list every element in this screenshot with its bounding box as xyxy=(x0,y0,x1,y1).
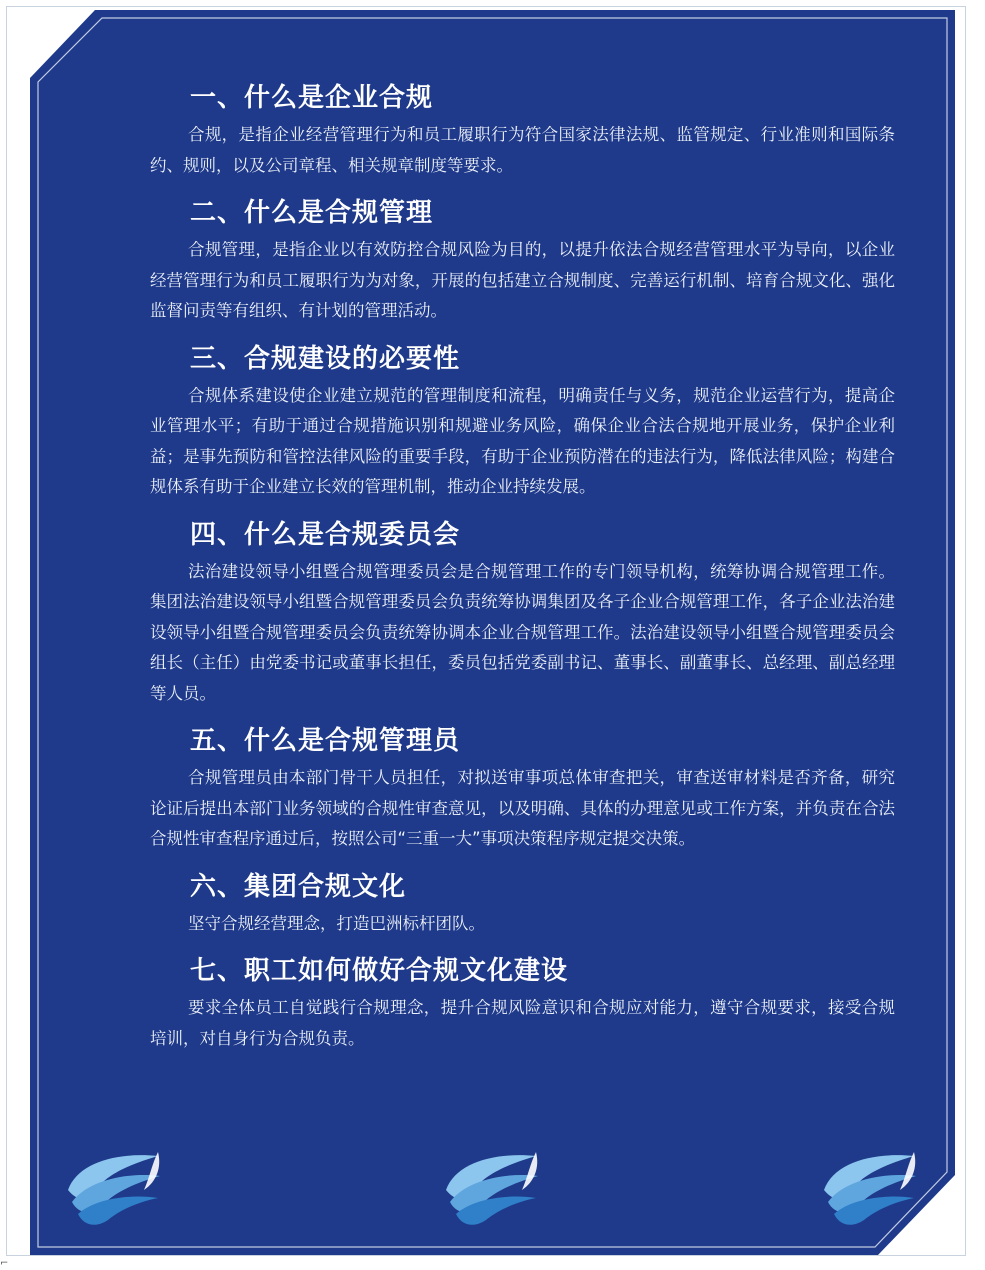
section-body: 要求全体员工自觉践行合规理念，提升合规风险意识和合规应对能力，遵守合规要求，接受合规培训，对自身行为合规负责。 xyxy=(150,998,895,1048)
section-4 xyxy=(150,515,895,710)
page-marker: ⌐ xyxy=(0,1258,9,1269)
wave-logo-icon xyxy=(68,1150,163,1230)
section-heading: 五、什么是合规管理员 xyxy=(190,726,461,756)
section-2 xyxy=(150,193,895,327)
wave-logo-icon xyxy=(446,1150,541,1230)
wave-logo-icon xyxy=(824,1150,919,1230)
section-heading: 四、什么是合规委员会 xyxy=(190,519,461,550)
section-body: 合规管理员由本部门骨干人员担任，对拟送审事项总体审查把关，审查送审材料是否齐备，研究论证后提出本部门业务领域的合规性审查意见，以及明确、具体的办理意见或工作方案，并负责在合法合规性审查程序通过后，按照公司“三重一大”事项决策程序规定提交决策。 xyxy=(150,768,895,848)
section-heading: 七、职工如何做好合规文化建设 xyxy=(190,956,569,986)
section-heading: 二、什么是合规管理 xyxy=(190,198,434,228)
section-body: 法治建设领导小组暨合规管理委员会是合规管理工作的专门领导机构，统筹协调合规管理工作。集团法治建设领导小组暨合规管理委员会负责统筹协调集团及各子企业合规管理工作，各子企业法治建设领导小组暨合规管理委员会负责统筹协调本企业合规管理工作。法治建设领导小组暨合规管理委员会组长（主任）由党委书记或董事长担任，委员包括党委副书记、董事长、副董事长、总经理、副总经理等人员。 xyxy=(150,561,895,703)
section-6 xyxy=(150,867,895,940)
section-body: 坚守合规经营理念，打造巴洲标杆团队。 xyxy=(188,913,485,933)
section-body: 合规体系建设使企业建立规范的管理制度和流程，明确责任与义务，规范企业运营行为，提高企业管理水平；有助于通过合规措施识别和规避业务风险，确保企业合法合规地开展业务，保护企业利益；是事先预防和管控法律风险的重要手段，有助于企业预防潜在的违法行为，降低法律风险；构建合规体系有助于企业建立长效的管理机制，推动企业持续发展。 xyxy=(150,385,895,496)
section-heading: 六、集团合规文化 xyxy=(190,871,407,902)
section-5 xyxy=(150,721,895,855)
section-1 xyxy=(150,78,895,181)
section-7 xyxy=(150,951,895,1054)
content-area xyxy=(150,78,895,1054)
section-body: 合规，是指企业经营管理行为和员工履职行为符合国家法律法规、监管规定、行业准则和国际条约、规则，以及公司章程、相关规章制度等要求。 xyxy=(150,125,895,175)
section-heading: 三、合规建设的必要性 xyxy=(190,343,461,374)
section-3 xyxy=(150,339,895,503)
section-heading: 一、什么是企业合规 xyxy=(190,83,434,113)
section-body: 合规管理，是指企业以有效防控合规风险为目的，以提升依法合规经营管理水平为导向，以企业经营管理行为和员工履职行为为对象，开展的包括建立合规制度、完善运行机制、培育合规文化、强化监督问责等有组织、有计划的管理活动。 xyxy=(150,240,895,320)
